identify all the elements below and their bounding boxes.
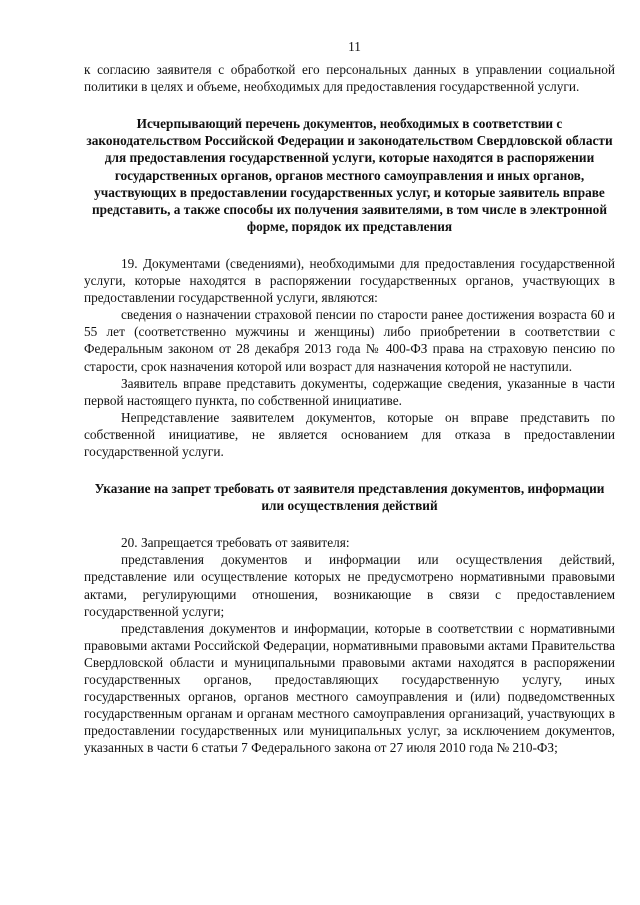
- section-heading-documents: Исчерпывающий перечень документов, необходимых в соответствии с законодательством Российской Федерации и законодательством Свердловской области для предоставления государственной услуги, которые находятся в распоряжении государственных органов, органов местного самоуправления и иных органов, участвующих в предоставлении государственных услуг, и которые заявитель вправе представить, а также способы их получения заявителями, в том числе в электронной форме, порядок их представления: [86, 116, 613, 234]
- page-number: 11: [348, 39, 361, 54]
- paragraph-19-4: Непредставление заявителем документов, которые он вправе представить по собственной инициативе, не является основанием для отказа в предоставлении государственной услуги.: [84, 409, 615, 459]
- paragraph-20-3: представления документов и информации, которые в соответствии с нормативными правовыми актами Российской Федерации, нормативными правовыми актами Правительства Свердловской области и муниципальными правовыми актами находятся в распоряжении государственных органов, предоставляющих государственную услугу, иных государственных органов, органов местного самоуправления и (или) подведомственных государственным органам и органам местного самоуправления организаций, участвующих в предоставлении государственных или муниципальных услуг, за исключением документов, указанных в части 6 статьи 7 Федерального закона от 27 июля 2010 года № 210-ФЗ;: [84, 620, 615, 756]
- paragraph-19-1: 19. Документами (сведениями), необходимыми для предоставления государственной услуги, которые находятся в распоряжении государственных органов, участвующих в предоставлении государственной услуги, являются:: [84, 255, 615, 306]
- paragraph-20-2: представления документов и информации или осуществления действий, представление или осуществление которых не предусмотрено нормативными правовыми актами, регулирующими отношения, возникающие в связи с предоставлением государственной услуги;: [84, 552, 615, 619]
- intro-paragraph: к согласию заявителя с обработкой его персональных данных в управлении социальной политики в целях и объеме, необходимых для предоставления государственной услуги.: [84, 62, 615, 95]
- section-heading-prohibition: Указание на запрет требовать от заявителя представления документов, информации или осуществления действий: [94, 481, 605, 514]
- spacer: [84, 460, 615, 480]
- paragraph-20-1: 20. Запрещается требовать от заявителя:: [121, 535, 350, 551]
- spacer: [84, 95, 615, 115]
- spacer: [84, 235, 615, 255]
- paragraph-19-2: сведения о назначении страховой пенсии по старости ранее достижения возраста 60 и 55 лет (соответственно мужчины и женщины) либо приобретении в соответствии с Федеральным законом от 28 декабря 2013 года № 400-ФЗ права на страховую пенсию по старости, срок назначения которой или возраст для назначения которой не наступили.: [84, 307, 615, 374]
- spacer: [84, 514, 615, 534]
- paragraph-19-3: Заявитель вправе представить документы, содержащие сведения, указанные в части первой настоящего пункта, по собственной инициативе.: [84, 375, 615, 408]
